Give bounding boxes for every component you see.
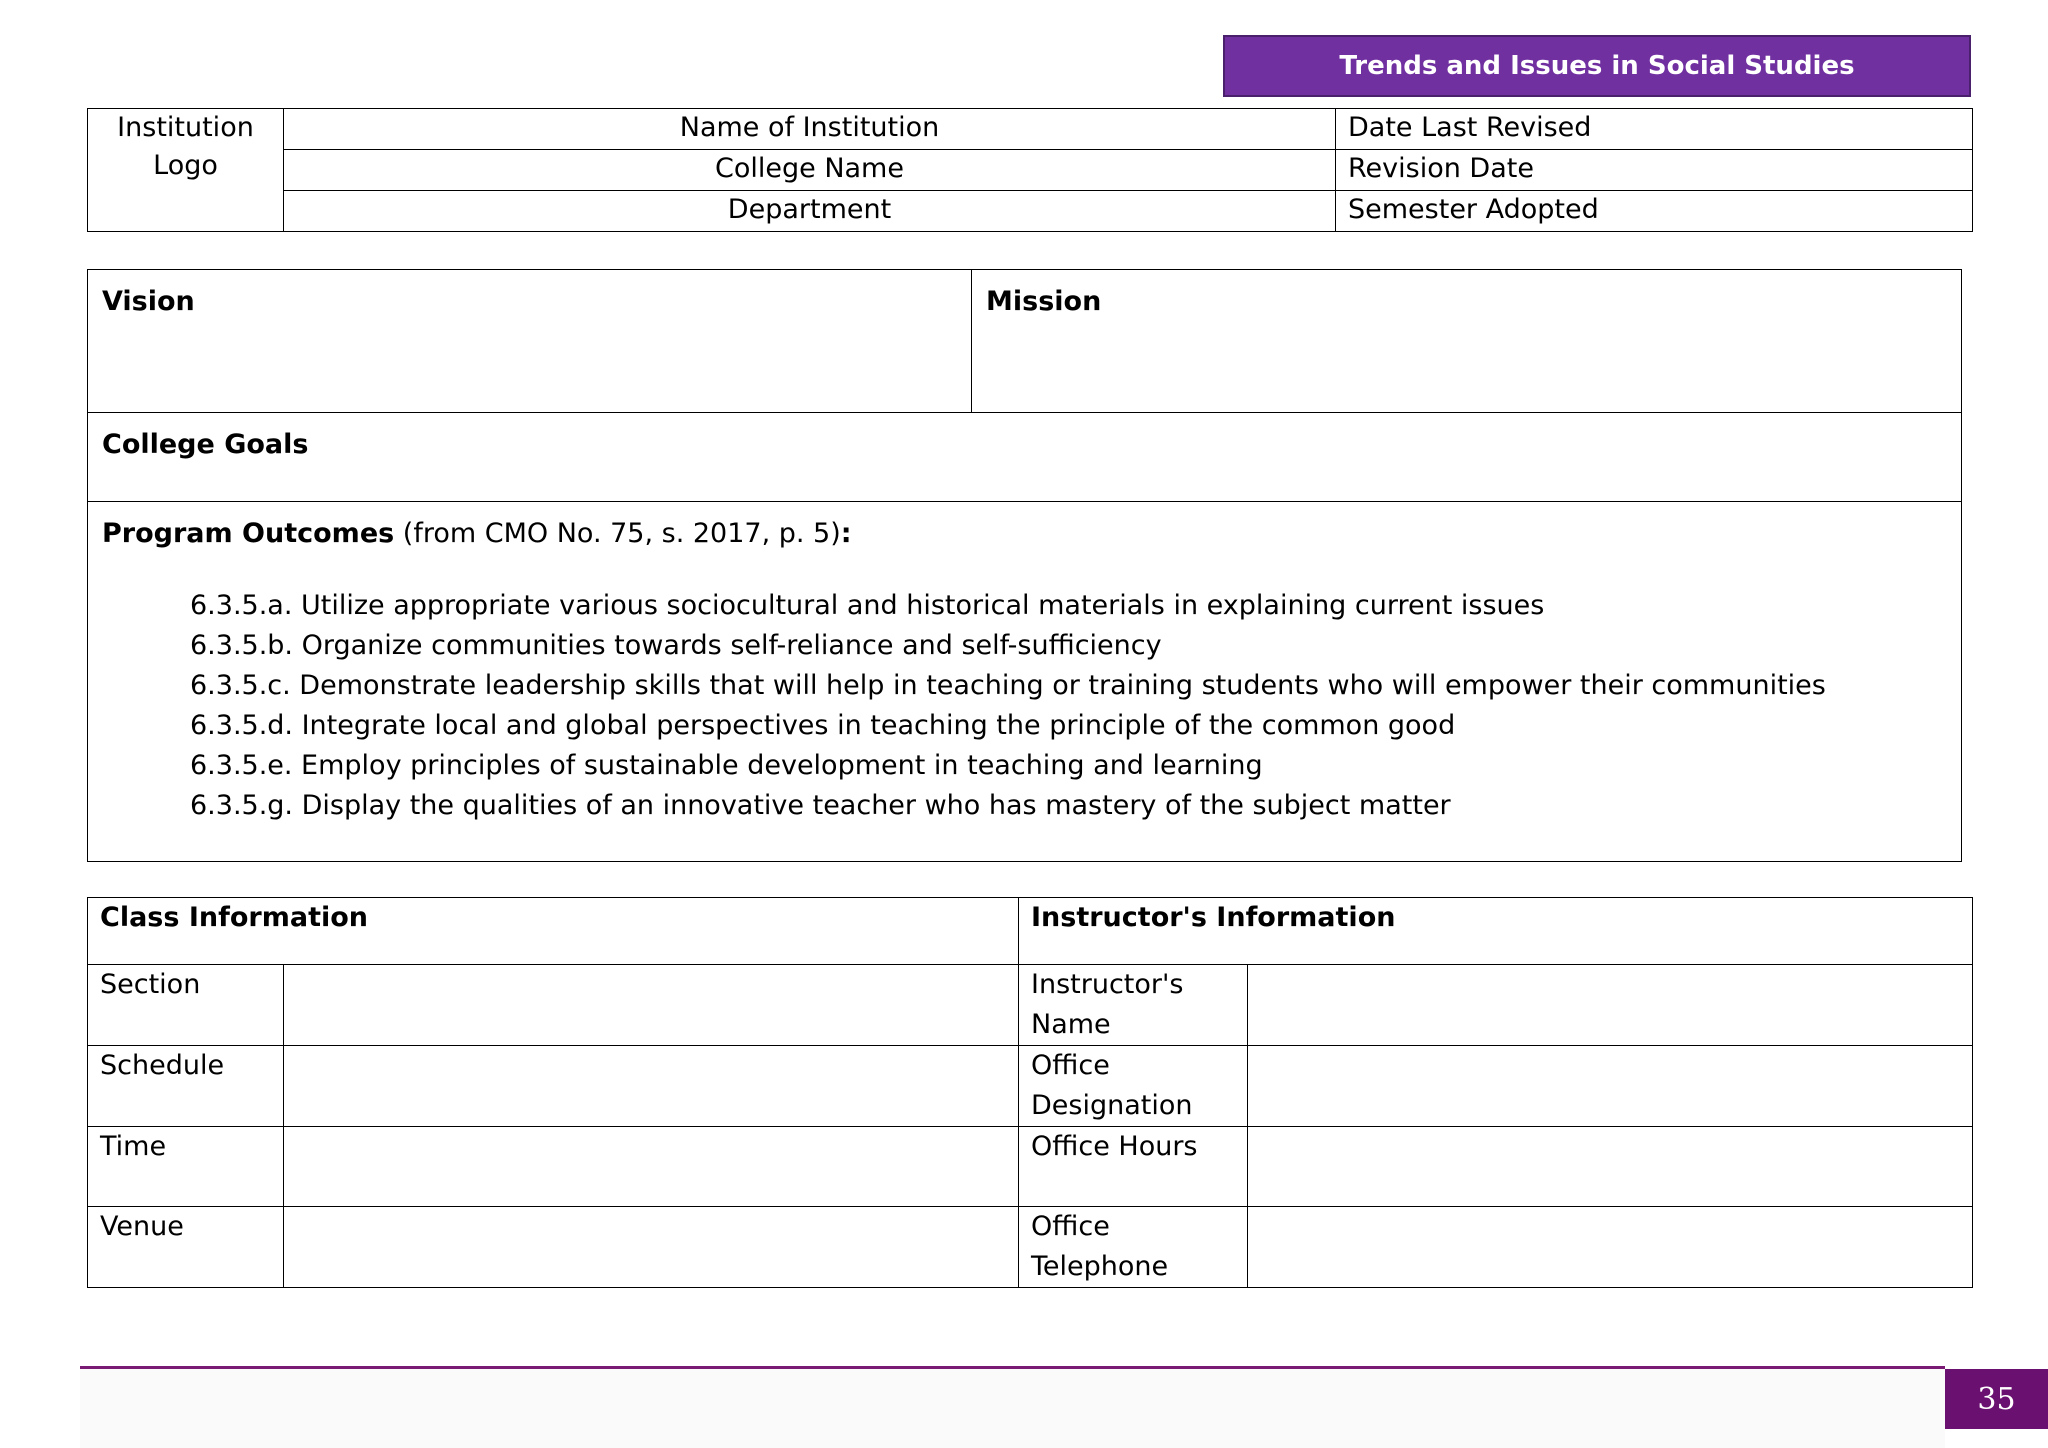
department-cell: Department	[284, 191, 1336, 232]
class-information-header	[88, 898, 1019, 965]
vision-cell	[88, 270, 972, 413]
document-title-banner	[1223, 35, 1971, 97]
outcome-item: 6.3.5.b. Organize communities towards self-reliance and self-sufficiency	[190, 630, 1162, 661]
mission-label: Mission	[986, 286, 1102, 317]
logo-placeholder-line2: Logo	[153, 150, 218, 181]
footer-band	[80, 1369, 1945, 1448]
office-hours-label	[1019, 1127, 1248, 1207]
venue-value	[284, 1207, 1019, 1288]
label-line: Name	[1031, 1009, 1111, 1040]
mission-cell	[972, 270, 1962, 413]
label-line: Office	[1031, 1050, 1110, 1081]
program-outcomes-label: Program Outcomes	[102, 518, 395, 549]
outcome-item: 6.3.5.e. Employ principles of sustainable development in teaching and learning	[190, 750, 1263, 781]
section-label: Section	[88, 965, 284, 1046]
instructor-name-label	[1019, 965, 1248, 1046]
office-designation-label	[1019, 1046, 1248, 1127]
document-title: Trends and Issues in Social Studies	[1339, 51, 1855, 81]
outcome-item: 6.3.5.d. Integrate local and global perspectives in teaching the principle of the common good	[190, 710, 1456, 741]
instructor-information-title: Instructor's Information	[1031, 902, 1396, 933]
label-line: Instructor's	[1031, 969, 1184, 1000]
section-value	[284, 965, 1019, 1046]
date-last-revised-cell: Date Last Revised	[1336, 109, 1973, 150]
schedule-label: Schedule	[88, 1046, 284, 1127]
time-value	[284, 1127, 1019, 1207]
outcome-item: 6.3.5.c. Demonstrate leadership skills that will help in teaching or training students who will empower their communities	[190, 670, 1826, 701]
semester-adopted-cell: Semester Adopted	[1336, 191, 1973, 232]
venue-label: Venue	[88, 1207, 284, 1288]
college-goals-cell	[88, 413, 1962, 502]
program-outcomes-heading	[102, 514, 1947, 554]
program-outcomes-list	[102, 586, 1947, 826]
program-outcomes-cell	[88, 502, 1962, 862]
schedule-value	[284, 1046, 1019, 1127]
instructor-information-header	[1019, 898, 1973, 965]
page-number-box	[1945, 1369, 2048, 1429]
institution-logo-cell	[88, 109, 284, 232]
college-goals-label: College Goals	[102, 429, 309, 460]
office-hours-value	[1248, 1127, 1973, 1207]
label-line: Designation	[1031, 1090, 1193, 1121]
vision-label: Vision	[102, 286, 195, 317]
institution-name-cell: Name of Institution	[284, 109, 1336, 150]
outcome-item: 6.3.5.a. Utilize appropriate various sociocultural and historical materials in explaining current issues	[190, 590, 1545, 621]
instructor-name-value	[1248, 965, 1973, 1046]
outcome-item: 6.3.5.g. Display the qualities of an innovative teacher who has mastery of the subject matter	[190, 790, 1451, 821]
office-telephone-label	[1019, 1207, 1248, 1288]
program-outcomes-colon: :	[840, 518, 852, 549]
class-instructor-table	[87, 897, 1973, 1288]
program-outcomes-source: (from CMO No. 75, s. 2017, p. 5)	[394, 518, 841, 549]
revision-date-cell: Revision Date	[1336, 150, 1973, 191]
vision-mission-table	[87, 269, 1962, 862]
office-telephone-value	[1248, 1207, 1973, 1288]
page-number: 35	[1977, 1381, 2016, 1417]
logo-placeholder-line1: Institution	[117, 112, 254, 143]
label-line: Office Hours	[1031, 1131, 1198, 1162]
class-information-title: Class Information	[100, 902, 368, 933]
office-designation-value	[1248, 1046, 1973, 1127]
time-label: Time	[88, 1127, 284, 1207]
label-line: Office	[1031, 1211, 1110, 1242]
college-name-cell: College Name	[284, 150, 1336, 191]
label-line: Telephone	[1031, 1251, 1169, 1282]
institution-header-table	[87, 108, 1973, 232]
footer-divider	[80, 1366, 1945, 1369]
